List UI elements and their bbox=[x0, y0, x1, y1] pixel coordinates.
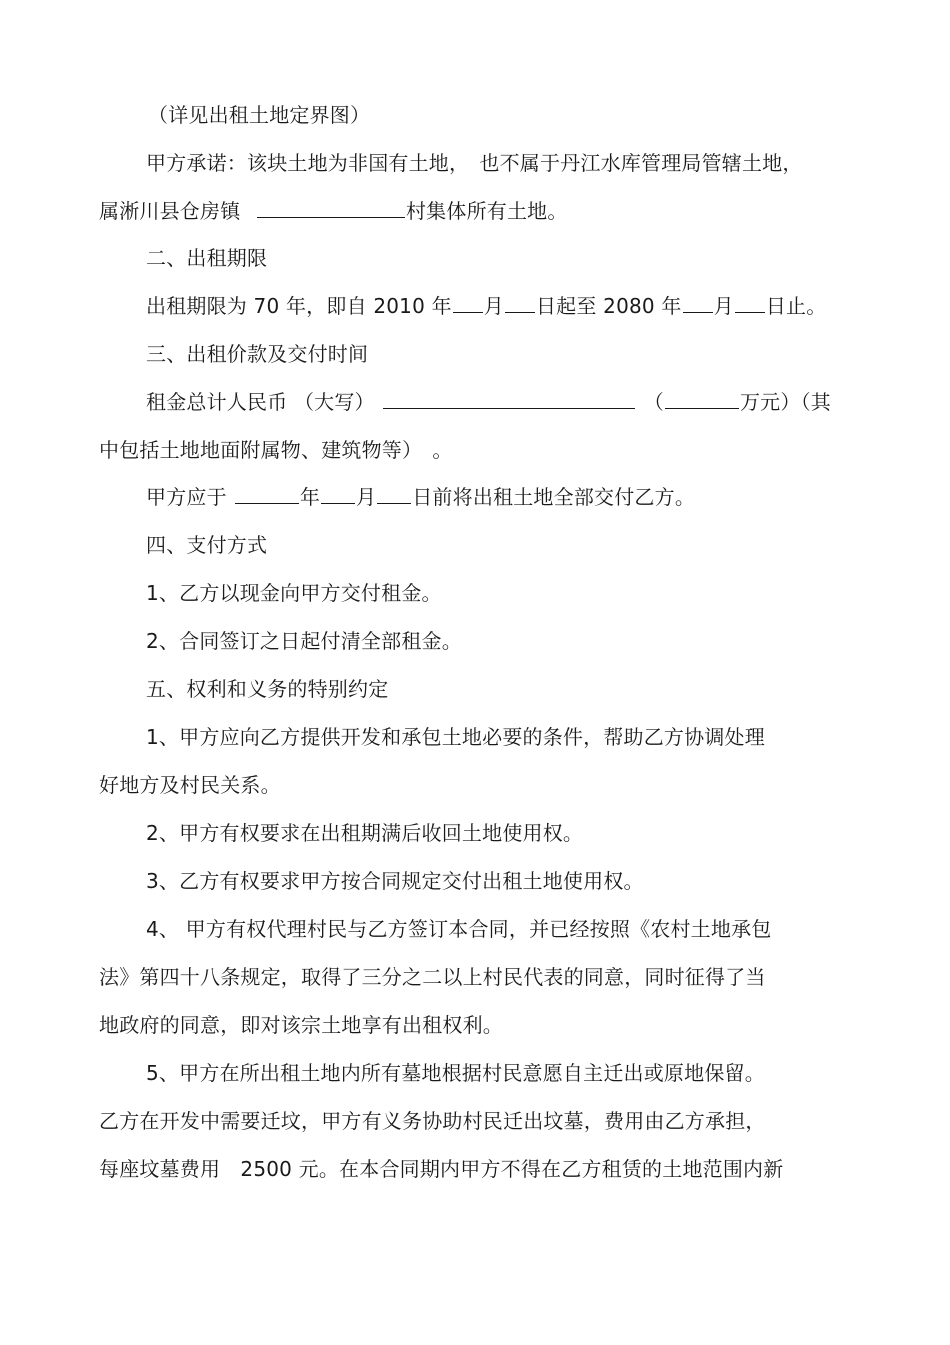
text: 地政府的同意，即对该宗土地享有出租权利。 bbox=[99, 1013, 503, 1037]
fill-in-blank bbox=[383, 388, 635, 409]
paragraph-line-9 bbox=[146, 483, 695, 511]
paragraph-line-17 bbox=[146, 867, 644, 895]
text: （ bbox=[643, 390, 664, 414]
paragraph-line-12 bbox=[146, 627, 462, 655]
fill-in-blank bbox=[377, 483, 411, 504]
fill-in-blank bbox=[683, 292, 713, 313]
fill-in-blank bbox=[505, 292, 535, 313]
paragraph-line-19 bbox=[99, 963, 766, 991]
text: 五、权利和义务的特别约定 bbox=[146, 677, 389, 701]
text: 出租期限为 70 年，即自 2010 年 bbox=[146, 294, 452, 318]
text: 中包括土地地面附属物、建筑物等） 。 bbox=[99, 438, 453, 462]
fill-in-blank bbox=[321, 483, 355, 504]
text: 年 bbox=[299, 485, 321, 509]
fill-in-blank bbox=[257, 197, 405, 218]
text: （详见出租土地定界图） bbox=[148, 103, 371, 127]
text: 乙方在开发中需要迁坟，甲方有义务协助村民迁出坟墓，费用由乙方承担， bbox=[99, 1109, 766, 1133]
paragraph-line-8 bbox=[99, 436, 453, 464]
paragraph-line-18 bbox=[146, 915, 771, 943]
text: 法》第四十八条规定，取得了三分之二以上村民代表的同意，同时征得了当 bbox=[99, 965, 766, 989]
text: 好地方及村民关系。 bbox=[99, 773, 281, 797]
fill-in-blank bbox=[453, 292, 483, 313]
section-heading-rights bbox=[146, 675, 388, 703]
paragraph-line-23 bbox=[99, 1155, 783, 1183]
text: 4、 甲方有权代理村民与乙方签订本合同，并已经按照《农村土地承包 bbox=[146, 917, 772, 941]
fill-in-blank bbox=[735, 292, 765, 313]
paragraph-line-3 bbox=[99, 197, 568, 225]
text: 甲方承诺：该块土地为非国有土地， 也不属于丹江水库管理局管辖土地， bbox=[146, 151, 803, 175]
text: 甲方应于 bbox=[146, 485, 227, 509]
fill-in-blank bbox=[665, 388, 739, 409]
text: 月 bbox=[483, 294, 504, 318]
text: 万元）（其 bbox=[739, 390, 831, 414]
paragraph-line-21 bbox=[146, 1059, 765, 1087]
section-heading-payment bbox=[146, 531, 267, 559]
text: 月 bbox=[356, 485, 377, 509]
section-heading-price bbox=[146, 340, 368, 368]
text: 每座坟墓费用 2500 元。在本合同期内甲方不得在乙方租赁的土地范围内新 bbox=[99, 1157, 784, 1181]
text: 月 bbox=[713, 294, 734, 318]
text: 二、出租期限 bbox=[146, 246, 268, 270]
text: 3、乙方有权要求甲方按合同规定交付出租土地使用权。 bbox=[146, 869, 644, 893]
text: 四、支付方式 bbox=[146, 533, 268, 557]
text: 2、合同签订之日起付清全部租金。 bbox=[146, 629, 462, 653]
paragraph-line-15 bbox=[99, 771, 281, 799]
text: 5、甲方在所出租土地内所有墓地根据村民意愿自主迁出或原地保留。 bbox=[146, 1061, 765, 1085]
text: 1、甲方应向乙方提供开发和承包土地必要的条件，帮助乙方协调处理 bbox=[146, 725, 765, 749]
text: 村集体所有土地。 bbox=[405, 199, 568, 223]
paragraph-line-7 bbox=[146, 388, 831, 416]
text: 日前将出租土地全部交付乙方。 bbox=[412, 485, 696, 509]
text: 三、出租价款及交付时间 bbox=[146, 342, 369, 366]
paragraph-line-14 bbox=[146, 723, 765, 751]
fill-in-blank bbox=[235, 483, 299, 504]
text: 日起至 2080 年 bbox=[535, 294, 682, 318]
paragraph-line-2 bbox=[146, 149, 803, 177]
paragraph-line-5 bbox=[146, 292, 826, 320]
paragraph-line-22 bbox=[99, 1107, 766, 1135]
text: 2、甲方有权要求在出租期满后收回土地使用权。 bbox=[146, 821, 584, 845]
text: 1、乙方以现金向甲方交付租金。 bbox=[146, 581, 442, 605]
paragraph-line-11 bbox=[146, 579, 442, 607]
text: 属淅川县仓房镇 bbox=[99, 199, 241, 223]
paragraph-line-16 bbox=[146, 819, 583, 847]
section-heading-term bbox=[146, 244, 267, 272]
paragraph-line-20 bbox=[99, 1011, 503, 1039]
text: 日止。 bbox=[765, 294, 827, 318]
text: 租金总计人民币 （大写） bbox=[146, 390, 375, 414]
paragraph-line-1 bbox=[148, 101, 370, 129]
